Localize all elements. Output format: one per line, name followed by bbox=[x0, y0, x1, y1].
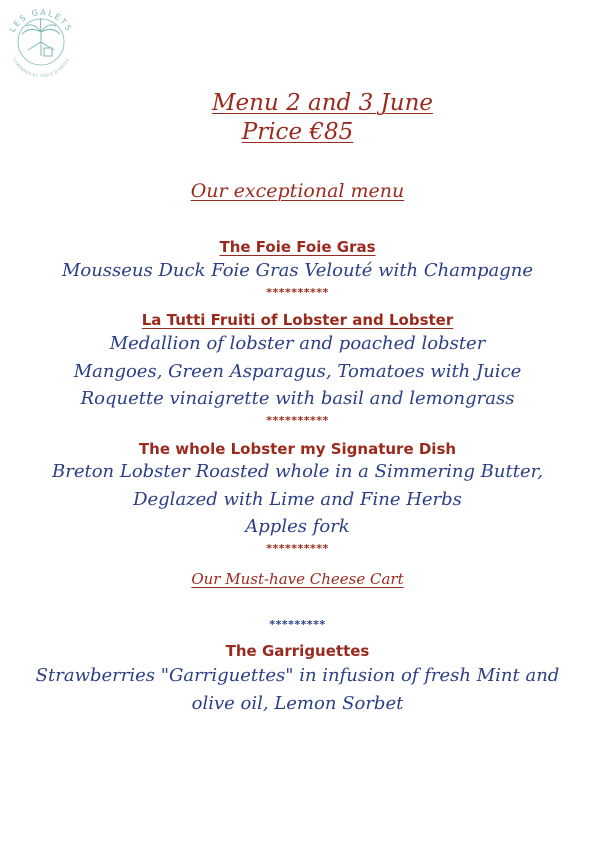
separator: ********** bbox=[266, 542, 329, 555]
dish-title-garriguettes: The Garriguettes bbox=[225, 642, 370, 660]
dish-desc-line: Strawberries "Garriguettes" in infusion of fresh Mint and bbox=[35, 665, 560, 686]
dish-desc-line: olive oil, Lemon Sorbet bbox=[191, 693, 404, 714]
dish-title-signature-lobster: The whole Lobster my Signature Dish bbox=[138, 440, 457, 458]
separator: ********** bbox=[266, 286, 329, 299]
dish-title-lobster-tutti-fruiti: La Tutti Fruiti of Lobster and Lobster bbox=[141, 311, 454, 329]
dish-desc-line: Apples fork bbox=[245, 516, 350, 537]
separator: ********* bbox=[269, 618, 326, 631]
dish-desc-line: Medallion of lobster and poached lobster bbox=[109, 333, 486, 354]
les-galets-logo bbox=[0, 0, 82, 82]
cheese-cart: Our Must-have Cheese Cart bbox=[191, 570, 404, 588]
logo-title: LES GALETS bbox=[7, 7, 75, 34]
logo-subtitle: CHAMBRES ET TABLE D'HÔTES bbox=[11, 57, 71, 79]
menu-title: Menu 2 and 3 June bbox=[211, 90, 433, 116]
separator: ********** bbox=[266, 414, 329, 427]
dish-desc-line: Mousseus Duck Foie Gras Velouté with Champagne bbox=[61, 260, 534, 281]
dish-desc-line: Roquette vinaigrette with basil and lemongrass bbox=[80, 388, 515, 409]
dish-desc-line: Deglazed with Lime and Fine Herbs bbox=[133, 489, 462, 510]
dish-desc-line: Mangoes, Green Asparagus, Tomatoes with Juice bbox=[73, 361, 522, 382]
dish-title-foie-gras: The Foie Foie Gras bbox=[219, 238, 376, 256]
dish-desc-line: Breton Lobster Roasted whole in a Simmering Butter, bbox=[52, 461, 543, 482]
menu-price: Price €85 bbox=[241, 119, 354, 145]
menu-subtitle: Our exceptional menu bbox=[190, 180, 405, 202]
